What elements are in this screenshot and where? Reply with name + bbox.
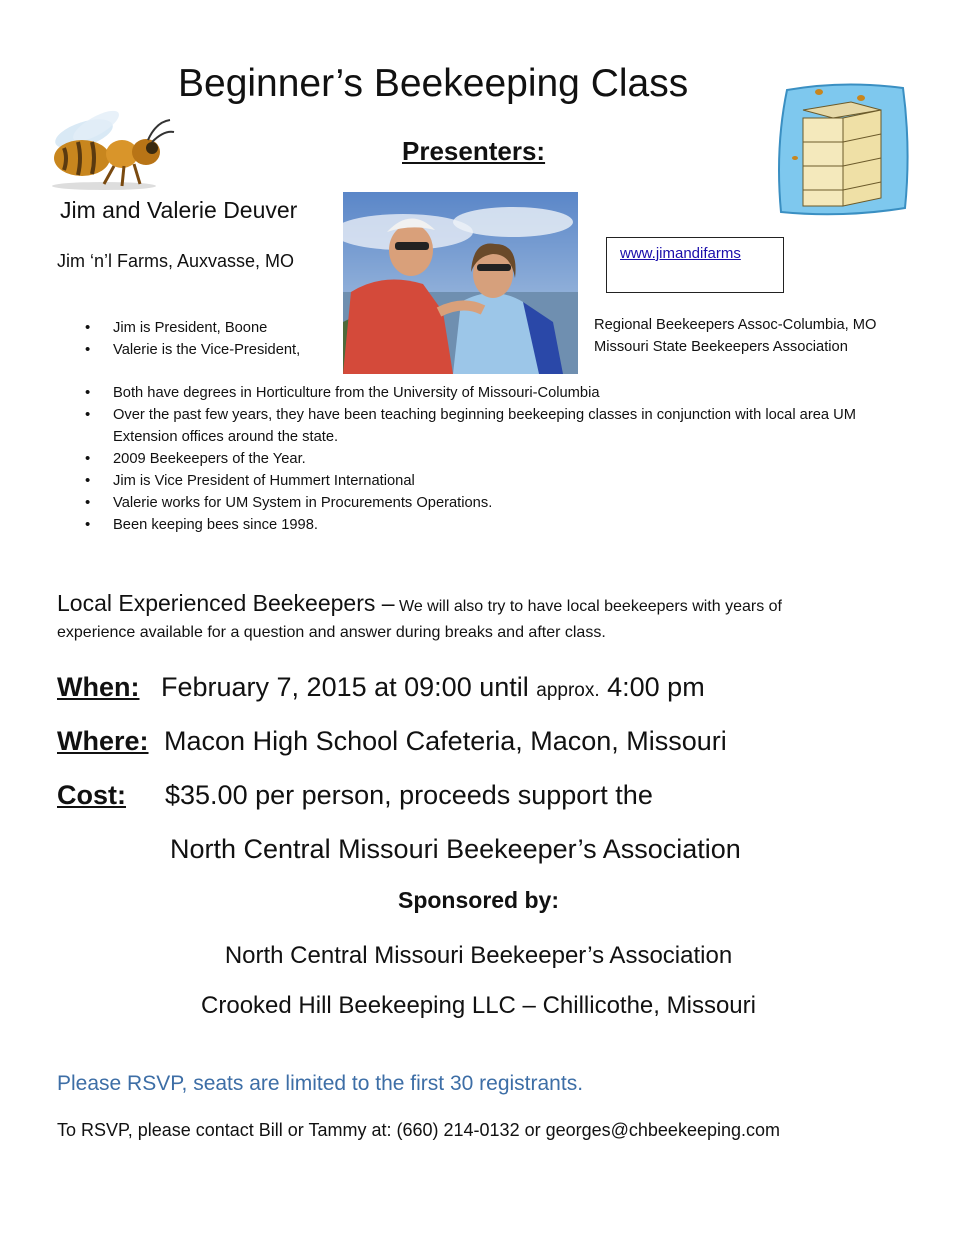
sponsor-2: Crooked Hill Beekeeping LLC – Chillicothe, Missouri — [201, 992, 756, 1019]
list-item: • Been keeping bees since 1998. — [57, 514, 887, 536]
list-item: • Over the past few years, they have been teaching beginning beekeeping classes in conjunction with local area UM Extension offices around the state. — [57, 404, 887, 448]
presenter-names: Jim and Valerie Deuver — [60, 197, 298, 223]
where-row — [57, 726, 727, 757]
roles-list-left — [57, 317, 300, 361]
cost-label: Cost: — [57, 780, 126, 810]
list-item: • Jim is President, Boone — [57, 317, 300, 339]
list-item: • Valerie works for UM System in Procurements Operations. — [57, 492, 887, 514]
website-box — [606, 237, 784, 293]
page-title: Beginner’s Beekeeping Class — [178, 62, 689, 105]
presenters-heading: Presenters: — [402, 136, 546, 166]
farm-name: Jim ‘n’l Farms, Auxvasse, MO — [57, 251, 295, 271]
cost-beneficiary: North Central Missouri Beekeeper’s Association — [170, 834, 741, 864]
when-end: 4:00 pm — [599, 672, 705, 702]
cost-value: $35.00 per person, proceeds support the — [165, 780, 653, 810]
presenters-photo — [343, 192, 578, 374]
list-item: • Jim is Vice President of Hummert International — [57, 470, 887, 492]
when-value: February 7, 2015 at 09:00 until — [161, 672, 537, 702]
cost-row — [57, 780, 126, 811]
bio-list — [57, 382, 887, 536]
list-item: • Valerie is the Vice-President, — [57, 339, 300, 361]
beehive-icon — [773, 78, 911, 226]
local-beekeepers-section — [57, 590, 917, 642]
rsvp-note: Please RSVP, seats are limited to the first 30 registrants. — [57, 1072, 584, 1095]
website-link[interactable]: www.jimandifarms — [620, 245, 741, 262]
list-item: • 2009 Beekeepers of the Year. — [57, 448, 887, 470]
role-org-1: Regional Beekeepers Assoc-Columbia, MO — [594, 317, 877, 333]
list-item: • Both have degrees in Horticulture from the University of Missouri-Columbia — [57, 382, 887, 404]
bee-icon — [44, 108, 176, 192]
rsvp-contact: To RSVP, please contact Bill or Tammy at: (660) 214-0132 or georges@chbeekeeping.com — [57, 1120, 781, 1140]
when-row — [57, 672, 705, 703]
local-text: We will also try to have local beekeepers with years of — [394, 598, 782, 615]
sponsored-heading: Sponsored by: — [397, 887, 559, 913]
where-label: Where: — [57, 726, 149, 756]
role-org-2: Missouri State Beekeepers Association — [594, 339, 848, 355]
where-value: Macon High School Cafeteria, Macon, Missouri — [164, 726, 727, 756]
local-heading: Local Experienced Beekeepers – — [57, 590, 395, 616]
local-text-2: experience available for a question and answer during breaks and after class. — [57, 624, 606, 641]
sponsor-1: North Central Missouri Beekeeper’s Association — [224, 942, 733, 969]
when-label: When: — [57, 672, 140, 702]
when-approx: approx. — [536, 680, 600, 701]
